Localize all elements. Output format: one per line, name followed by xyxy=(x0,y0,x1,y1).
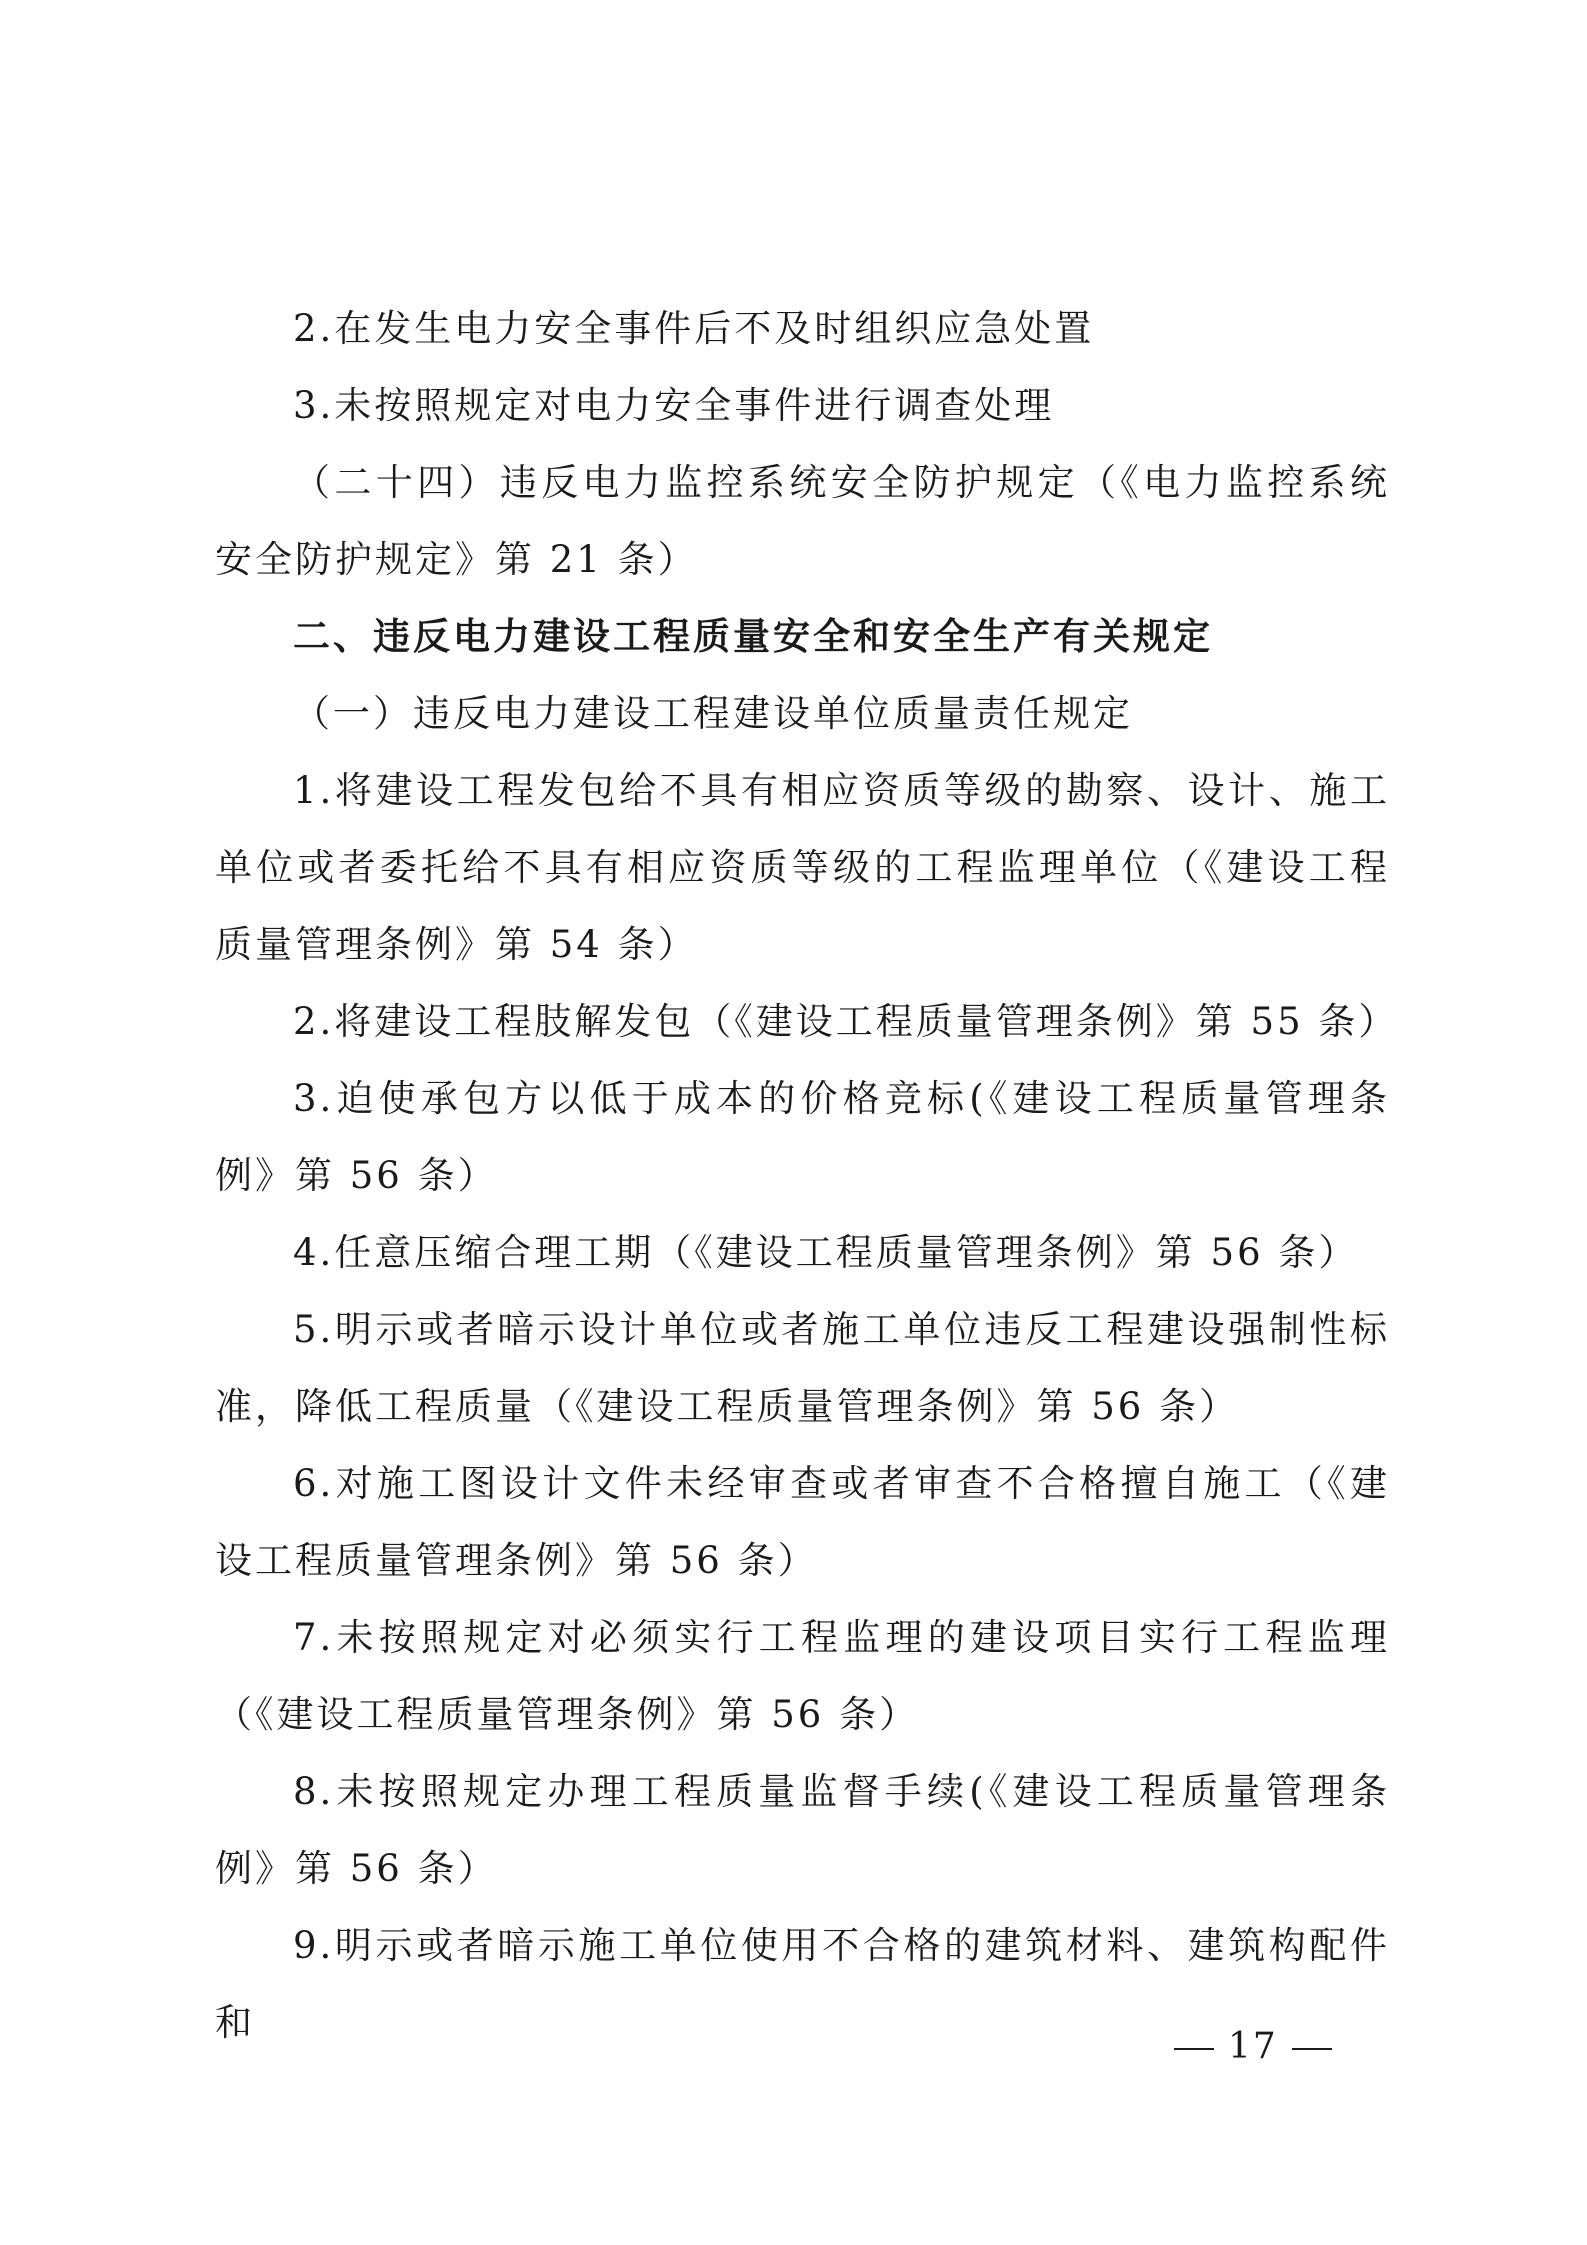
paragraph-item-5: 5.明示或者暗示设计单位或者施工单位违反工程建设强制性标准，降低工程质量（《建设工程质量管理条例》第 56 条） xyxy=(215,1308,1390,1428)
paragraph-item-7: 7.未按照规定对必须实行工程监理的建设项目实行工程监理（《建设工程质量管理条例》第 56 条） xyxy=(215,1616,1390,1736)
paragraph-item-3b: 3.迫使承包方以低于成本的价格竞标(《建设工程质量管理条例》第 56 条） xyxy=(215,1077,1390,1197)
subsection-heading-1: （一）违反电力建设工程建设单位质量责任规定 xyxy=(293,692,1133,735)
page-number: 17 xyxy=(1228,2026,1278,2067)
paragraph-item-8: 8.未按照规定办理工程质量监督手续(《建设工程质量管理条例》第 56 条） xyxy=(215,1770,1390,1890)
right-dash xyxy=(1292,2048,1332,2050)
paragraph-item-3: 3.未按照规定对电力安全事件进行调查处理 xyxy=(293,384,1055,427)
paragraph-item-1: 1.将建设工程发包给不具有相应资质等级的勘察、设计、施工单位或者委托给不具有相应资质等级的工程监理单位（《建设工程质量管理条例》第 54 条） xyxy=(215,769,1390,966)
section-heading-2: 二、违反电力建设工程质量安全和安全生产有关规定 xyxy=(293,615,1213,658)
paragraph-clause-24: （二十四）违反电力监控系统安全防护规定（《电力监控系统安全防护规定》第 21 条） xyxy=(215,461,1390,581)
paragraph-item-6: 6.对施工图设计文件未经审查或者审查不合格擅自施工（《建设工程质量管理条例》第 56 条） xyxy=(215,1462,1390,1582)
left-dash xyxy=(1174,2048,1214,2050)
paragraph-item-2: 2.在发生电力安全事件后不及时组织应急处置 xyxy=(293,307,1095,350)
document-body xyxy=(215,290,1399,2061)
page-number-footer xyxy=(1160,2026,1346,2067)
paragraph-item-2b: 2.将建设工程肢解发包（《建设工程质量管理条例》第 55 条） xyxy=(293,1000,1399,1043)
paragraph-item-9: 9.明示或者暗示施工单位使用不合格的建筑材料、建筑构配件和 xyxy=(215,1924,1390,2044)
paragraph-item-4: 4.任意压缩合理工期（《建设工程质量管理条例》第 56 条） xyxy=(293,1231,1359,1274)
